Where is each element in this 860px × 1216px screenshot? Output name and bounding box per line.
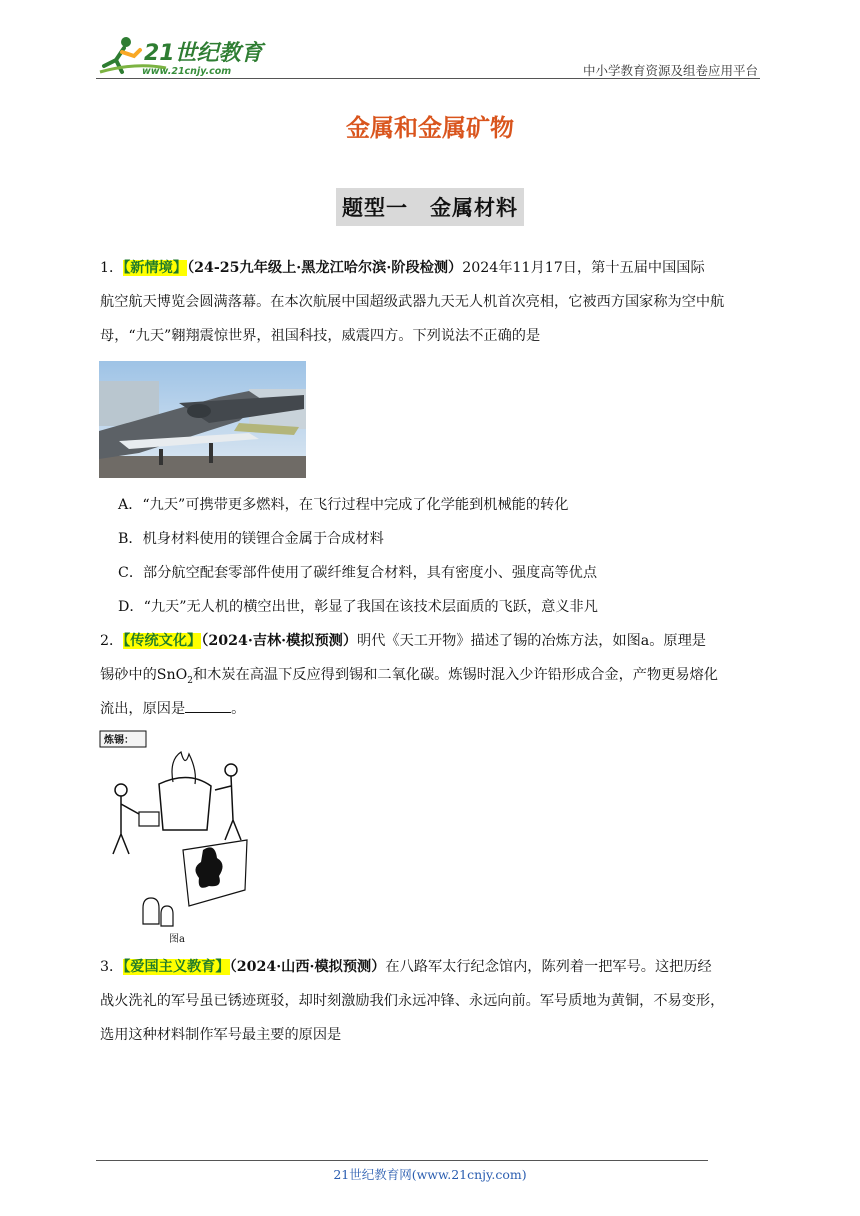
footer-divider [96, 1160, 708, 1161]
q2-stem-2a: 锡砂中的SnO [100, 667, 188, 683]
logo-wordmark: 21世纪教育 [144, 41, 263, 66]
q3-stem-1: 在八路军太行纪念馆内，陈列着一把军号。这把历经 [385, 959, 712, 975]
q2-stem-2b: 和木炭在高温下反应得到锡和二氧化碳。炼锡时混入少许铅形成合金，产物更易熔化 [192, 667, 718, 683]
q2-line-3 [100, 699, 760, 719]
q1-line-1 [100, 258, 760, 278]
q1-option-c: C．部分航空配套零部件使用了碳纤维复合材料，具有密度小、强度高等优点 [118, 565, 598, 581]
q1-option-a: A．“九天”可携带更多燃料，在飞行过程中完成了化学能到机械能的转化 [118, 497, 569, 513]
q3-line-3: 选用这种材料制作军号最主要的原因是 [100, 1027, 342, 1043]
q2-period: 。 [231, 701, 246, 717]
footer-link[interactable]: 21世纪教育网(www.21cnjy.com) [333, 1167, 527, 1182]
q2-number: 2． [100, 633, 124, 649]
q1-number: 1． [100, 260, 124, 276]
q2-line-2 [100, 665, 760, 691]
q2-stem-1: 明代《天工开物》描述了锡的冶炼方法，如图a。原理是 [357, 633, 706, 649]
q1-option-d: D．“九天”无人机的横空出世，彰显了我国在该技术层面质的飞跃，意义非凡 [118, 599, 598, 615]
q3-number: 3． [100, 959, 124, 975]
q1-stem-1: 2024年11月17日，第十五届中国国际 [462, 260, 705, 276]
platform-name: 中小学教育资源及组卷应用平台 [582, 63, 758, 78]
section-topic: 金属材料 [430, 196, 518, 220]
q2-source: （2024·吉林·模拟预测） [201, 633, 358, 649]
q3-tag: 【爱国主义教育】 [123, 959, 230, 975]
q3-line-2: 战火洗礼的军号虽已锈迹斑驳，却时刻激励我们永远冲锋、永远向前。军号质地为黄铜，不易变形， [100, 993, 725, 1009]
q1-line-3: 母，“九天”翱翔震惊世界，祖国科技，威震四方。下列说法不正确的是 [100, 328, 541, 344]
section-label: 题型一 [342, 196, 408, 220]
site-logo [96, 32, 266, 82]
q2-stem-3: 流出，原因是 [100, 701, 186, 717]
q1-option-b: B．机身材料使用的镁锂合金属于合成材料 [118, 531, 384, 547]
figure-label: 图a [169, 934, 185, 945]
figure-caption-box: 炼锡： [104, 735, 134, 746]
drone-photo [99, 361, 306, 478]
q1-source: （24-25九年级上·黑龙江哈尔滨·阶段检测） [187, 260, 463, 276]
q1-tag: 【新情境】 [123, 260, 188, 276]
q2-tag: 【传统文化】 [123, 633, 202, 649]
answer-blank[interactable] [185, 700, 231, 713]
document-title: 金属和金属矿物 [346, 114, 514, 142]
header-divider [96, 78, 760, 79]
q3-line-1 [100, 957, 760, 977]
section-heading [0, 188, 860, 226]
tin-smelting-illustration [99, 730, 251, 946]
q3-source: （2024·山西·模拟预测） [229, 959, 386, 975]
logo-url: www.21cnjy.com [142, 66, 232, 77]
q2-line-1 [100, 631, 760, 651]
q1-line-2: 航空航天博览会圆满落幕。在本次航展中国超级武器九天无人机首次亮相，它被西方国家称为空中航 [100, 294, 725, 310]
q2-subscript: 2 [187, 675, 193, 686]
